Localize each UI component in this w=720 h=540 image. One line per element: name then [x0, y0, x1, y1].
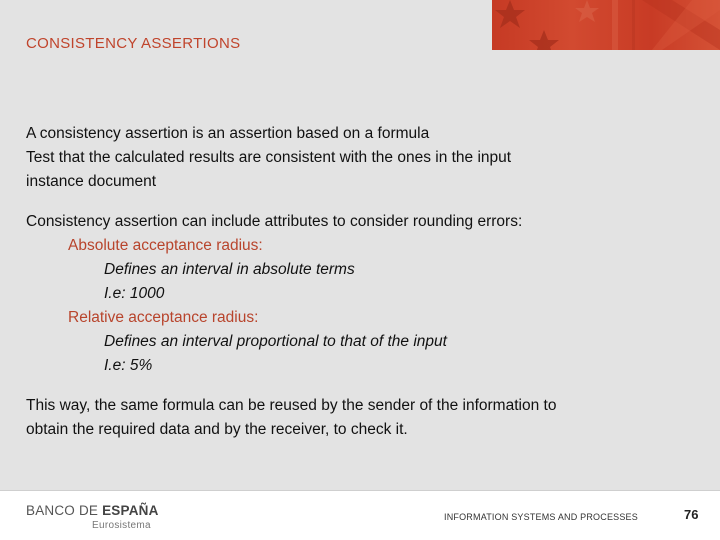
body-line: This way, the same formula can be reused by the sender of the information to: [26, 397, 557, 414]
slide-body: [26, 122, 706, 442]
logo-subtitle: Eurosistema: [92, 520, 151, 531]
sub-heading: Absolute acceptance radius:: [68, 237, 263, 254]
sub-item: Defines an interval proportional to that of the input: [104, 333, 447, 350]
sub-item: Defines an interval in absolute terms: [104, 261, 355, 278]
bank-logo: [26, 503, 159, 518]
star-decoration-icon: [492, 0, 720, 50]
logo-text-part1: BANCO DE: [26, 503, 103, 518]
body-line: Test that the calculated results are consistent with the ones in the input: [26, 149, 512, 166]
flag-banner: [492, 0, 720, 50]
footer-label: INFORMATION SYSTEMS AND PROCESSES: [444, 512, 638, 522]
body-line: A consistency assertion is an assertion based on a formula: [26, 125, 430, 142]
page-number: 76: [684, 507, 699, 522]
body-line: Consistency assertion can include attributes to consider rounding errors:: [26, 213, 523, 230]
sub-heading: Relative acceptance radius:: [68, 309, 259, 326]
body-line: instance document: [26, 173, 157, 190]
logo-text-part2: ESPAÑA: [102, 503, 159, 518]
sub-item: I.e: 5%: [104, 357, 153, 374]
body-line: obtain the required data and by the receiver, to check it.: [26, 421, 408, 438]
slide-title: CONSISTENCY ASSERTIONS: [26, 35, 241, 52]
sub-item: I.e: 1000: [104, 285, 165, 302]
